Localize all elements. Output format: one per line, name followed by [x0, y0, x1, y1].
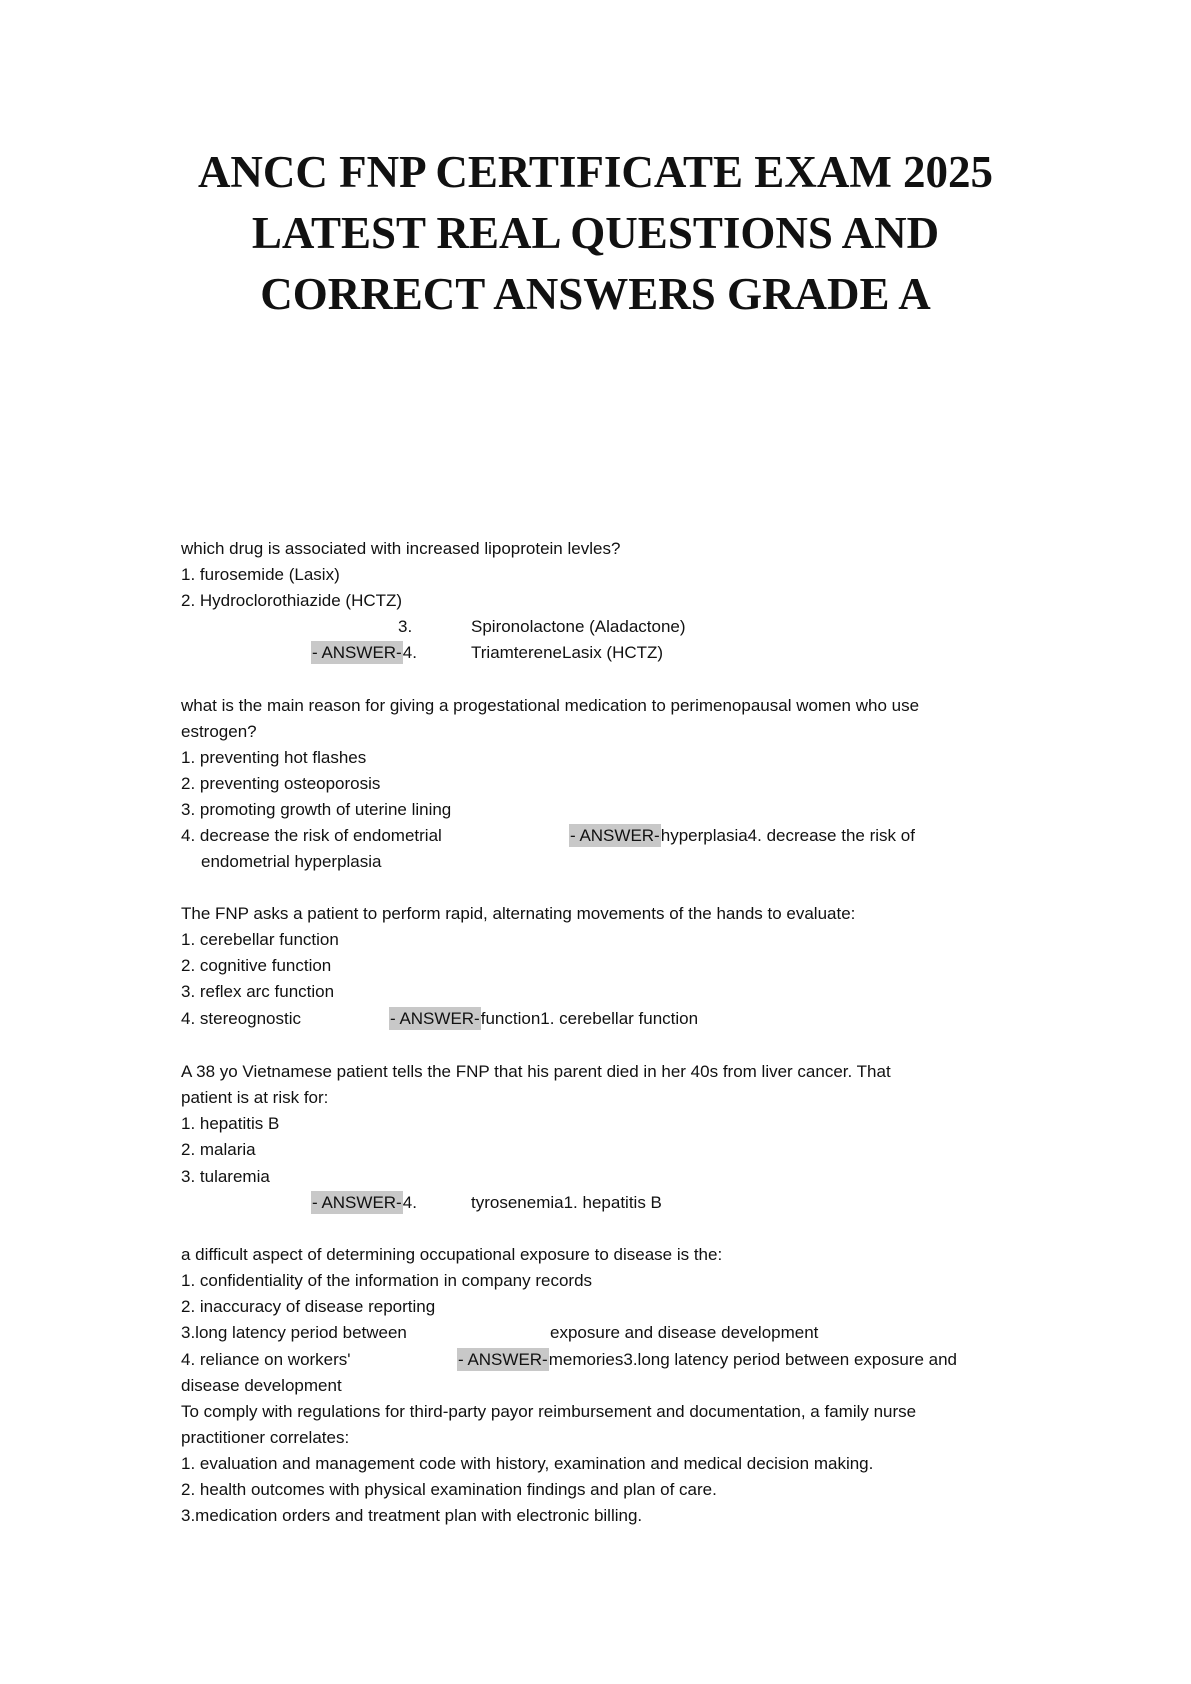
q2-option-2: 2. preventing osteoporosis [181, 774, 381, 793]
q1-answer-row [311, 642, 417, 664]
q2-answer-continued: endometrial hyperplasia [201, 852, 382, 871]
q3-answer-text: function1. cerebellar function [480, 1009, 699, 1028]
q3-answer-row [389, 1008, 698, 1030]
q5-option-1: 1. confidentiality of the information in company records [181, 1271, 593, 1290]
answer-tag: - ANSWER- [312, 1193, 402, 1212]
q1-option-4-number: 4. [402, 643, 417, 662]
q2-option-1: 1. preventing hot flashes [181, 748, 367, 767]
answer-tag: - ANSWER- [390, 1009, 480, 1028]
q1-option-4-text: TriamtereneLasix (HCTZ) [471, 643, 664, 662]
q6-option-3: 3.medication orders and treatment plan with electronic billing. [181, 1506, 643, 1525]
q5-answer-continued: disease development [181, 1376, 342, 1395]
answer-tag: - ANSWER- [458, 1350, 548, 1369]
q1-question: which drug is associated with increased lipoprotein levles? [181, 539, 621, 558]
q6-option-2: 2. health outcomes with physical examination findings and plan of care. [181, 1480, 717, 1499]
q4-option-1: 1. hepatitis B [181, 1114, 280, 1133]
q2-question-line-1: what is the main reason for giving a progestational medication to perimenopausal women who use [181, 696, 920, 715]
title-line-3: CORRECT ANSWERS GRADE A [260, 269, 931, 319]
q5-option-4: 4. reliance on workers' [181, 1350, 351, 1369]
q6-question-line-1: To comply with regulations for third-party payor reimbursement and documentation, a family nurse [181, 1402, 917, 1421]
q5-option-3-a: 3.long latency period between [181, 1323, 407, 1342]
q4-question-line-2: patient is at risk for: [181, 1088, 329, 1107]
q3-option-1: 1. cerebellar function [181, 930, 339, 949]
q1-option-2: 2. Hydroclorothiazide (HCTZ) [181, 591, 403, 610]
q2-option-3: 3. promoting growth of uterine lining [181, 800, 452, 819]
q3-option-4: 4. stereognostic [181, 1009, 302, 1028]
q5-answer-row [457, 1349, 957, 1371]
q6-option-1: 1. evaluation and management code with history, examination and medical decision making. [181, 1454, 874, 1473]
q6-question-line-2: practitioner correlates: [181, 1428, 350, 1447]
answer-tag: - ANSWER- [570, 826, 660, 845]
q4-answer-text: tyrosenemia1. hepatitis B [471, 1193, 662, 1212]
document-title [0, 142, 1191, 325]
q1-option-1: 1. furosemide (Lasix) [181, 565, 340, 584]
q2-answer-row [569, 825, 915, 847]
title-line-1: ANCC FNP CERTIFICATE EXAM 2025 [197, 147, 994, 197]
q4-question-line-1: A 38 yo Vietnamese patient tells the FNP that his parent died in her 40s from liver cancer. That [181, 1062, 891, 1081]
q2-answer-text: hyperplasia4. decrease the risk of [660, 826, 915, 845]
q3-option-3: 3. reflex arc function [181, 982, 335, 1001]
title-line-2: LATEST REAL QUESTIONS AND [251, 208, 940, 258]
q2-question-line-2: estrogen? [181, 722, 257, 741]
answer-tag: - ANSWER- [312, 643, 402, 662]
q4-answer-row [311, 1192, 417, 1214]
q4-option-2: 2. malaria [181, 1140, 256, 1159]
q2-option-4: 4. decrease the risk of endometrial [181, 826, 442, 845]
q3-option-2: 2. cognitive function [181, 956, 332, 975]
q5-question: a difficult aspect of determining occupational exposure to disease is the: [181, 1245, 723, 1264]
q1-option-3-text: Spironolactone (Aladactone) [471, 617, 686, 636]
q5-option-2: 2. inaccuracy of disease reporting [181, 1297, 436, 1316]
q5-option-3-b: exposure and disease development [550, 1323, 819, 1342]
q5-answer-text: memories3.long latency period between exposure and [548, 1350, 957, 1369]
q1-option-3-number: 3. [398, 617, 413, 636]
q4-option-4-number: 4. [402, 1193, 417, 1212]
q4-option-3: 3. tularemia [181, 1167, 270, 1186]
q3-question: The FNP asks a patient to perform rapid, alternating movements of the hands to evaluate: [181, 904, 856, 923]
